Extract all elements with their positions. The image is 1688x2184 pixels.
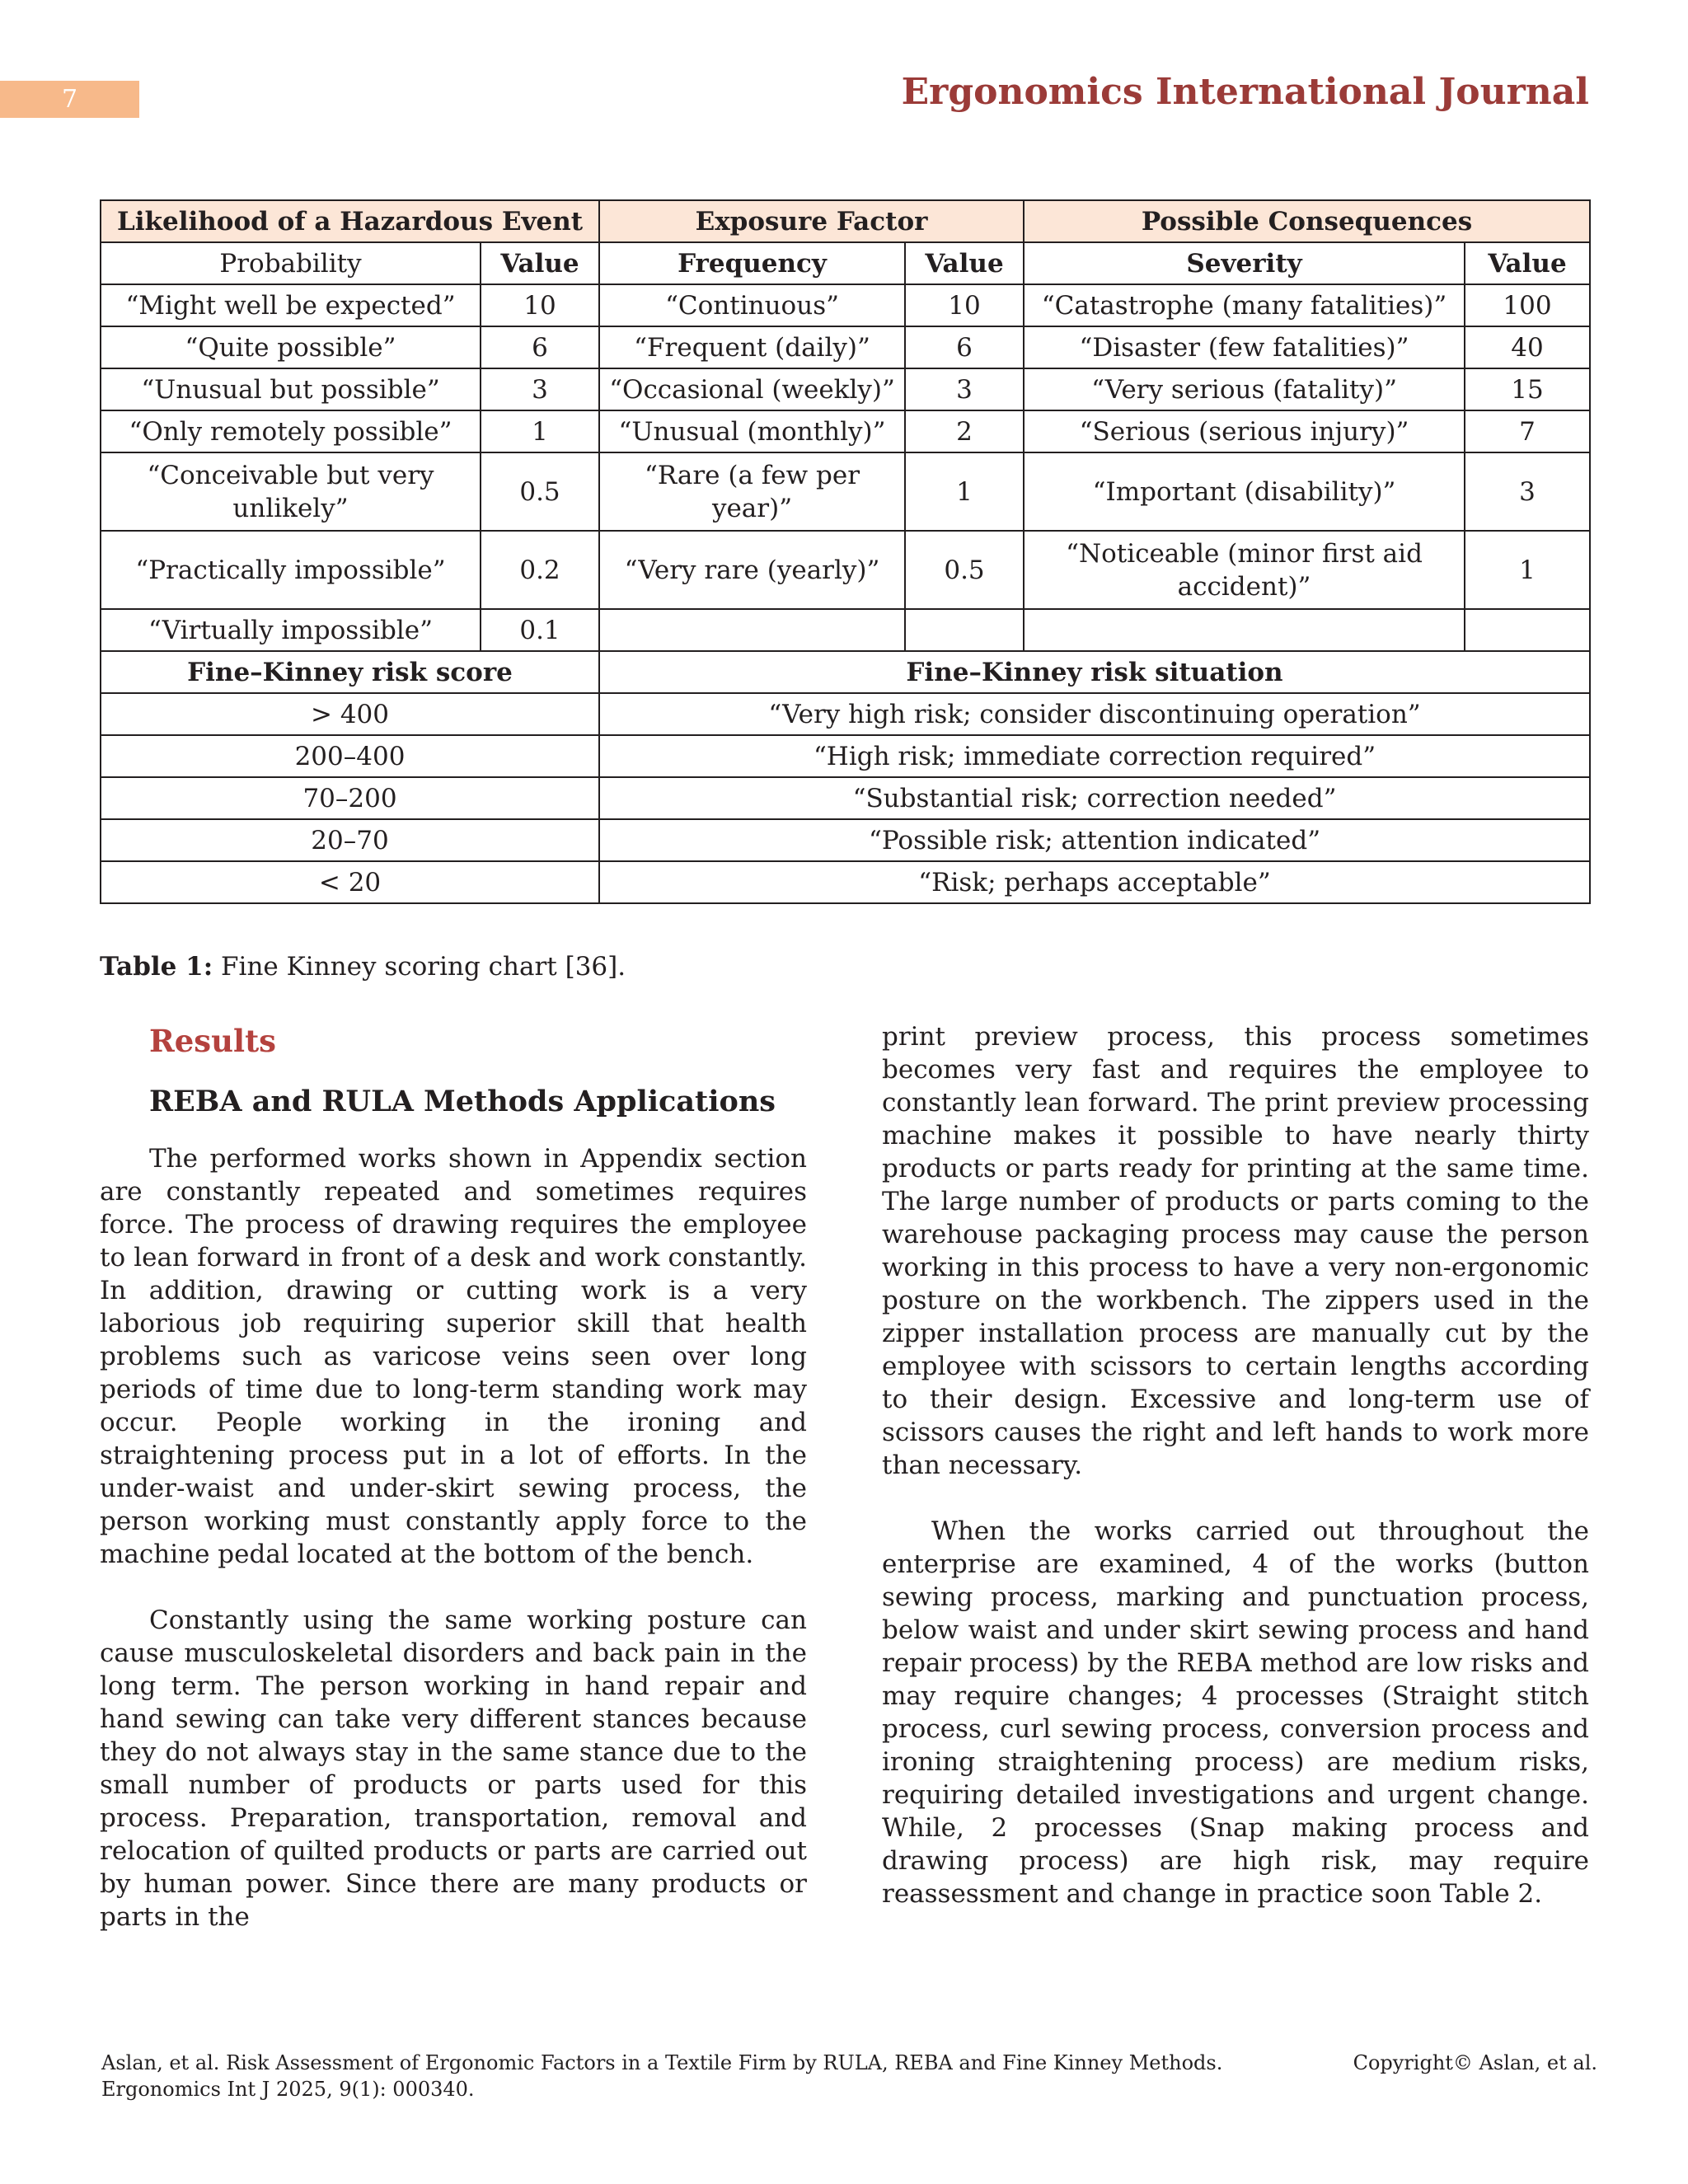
citation-line: Ergonomics Int J 2025, 9(1): 000340. [101, 2078, 475, 2101]
table-row [101, 609, 1590, 651]
score-row [101, 861, 1590, 903]
table-cell: 3 [1465, 452, 1590, 531]
fine-kinney-table [100, 199, 1591, 904]
table-cell: 1 [1465, 531, 1590, 609]
score-row [101, 819, 1590, 861]
table-cell: 6 [905, 326, 1024, 368]
paragraph: When the works carried out throughout the enterprise are examined, 4 of the works (button sewing process, marking and punctuation process, below waist and under skirt sewing process and hand repair process) by the REBA method are low risks and may require changes; 4 processes (Straight stitch process, curl sewing process, conversion process and ironing straightening process) are medium risks, requiring detailed investigations and urgent change. While, 2 processes (Snap making process and drawing process) are high risk, may require reassessment and change in practice soon Table 2. [882, 1516, 1589, 1909]
table-cell: “Occasional (weekly)” [599, 368, 905, 410]
table-cell: “Disaster (few fatalities)” [1024, 326, 1465, 368]
page-number: 7 [0, 81, 139, 118]
table-subheader-row [101, 242, 1590, 284]
footer-citation [101, 2050, 1222, 2102]
footer-copyright: Copyright© Aslan, et al. [1353, 2051, 1597, 2074]
table-row [101, 326, 1590, 368]
table-cell: “Important (disability)” [1024, 452, 1465, 531]
journal-title: Ergonomics International Journal [901, 71, 1589, 113]
score-row [101, 777, 1590, 819]
table-cell [905, 609, 1024, 651]
score-header: Fine–Kinney risk score [101, 651, 599, 693]
table-cell: 10 [481, 284, 599, 326]
table-cell: “Quite possible” [101, 326, 481, 368]
table-cell: 40 [1465, 326, 1590, 368]
table-cell: “Virtually impossible” [101, 609, 481, 651]
table-cell: 7 [1465, 410, 1590, 452]
table-cell: 3 [905, 368, 1024, 410]
table-cell: “Rare (a few per year)” [599, 452, 905, 531]
situation-header: Fine–Kinney risk situation [599, 651, 1590, 693]
table-row [101, 410, 1590, 452]
table-cell: “Conceivable but very unlikely” [101, 452, 481, 531]
score-cell: < 20 [101, 861, 599, 903]
table-cell: “Practically impossible” [101, 531, 481, 609]
table-cell: “Catastrophe (many fatalities)” [1024, 284, 1465, 326]
right-column [882, 1020, 1589, 1910]
table-cell: 0.2 [481, 531, 599, 609]
table-cell: 2 [905, 410, 1024, 452]
situation-cell: “Risk; perhaps acceptable” [599, 861, 1590, 903]
table-cell: “Continuous” [599, 284, 905, 326]
caption-text: Fine Kinney scoring chart [36]. [213, 952, 626, 982]
table-cell: “Frequent (daily)” [599, 326, 905, 368]
table-row [101, 368, 1590, 410]
subheader-value: Value [1465, 242, 1590, 284]
situation-cell: “Substantial risk; correction needed” [599, 777, 1590, 819]
subheader-probability: Probability [101, 242, 481, 284]
left-column [100, 1020, 807, 1933]
table-cell: “Serious (serious injury)” [1024, 410, 1465, 452]
table-cell: “Noticeable (minor first aid accident)” [1024, 531, 1465, 609]
subheader-severity: Severity [1024, 242, 1465, 284]
table-cell [1024, 609, 1465, 651]
situation-cell: “High risk; immediate correction required” [599, 735, 1590, 777]
table-cell: 1 [905, 452, 1024, 531]
situation-cell: “Very high risk; consider discontinuing operation” [599, 693, 1590, 735]
paragraph: The performed works shown in Appendix section are constantly repeated and sometimes requires force. The process of drawing requires the employee to lean forward in front of a desk and work constantly. In addition, drawing or cutting work is a very laborious job requiring superior skill that health problems such as varicose veins seen over long periods of time due to long-term standing work may occur. People working in the ironing and straightening process put in a lot of efforts. In the under-waist and under-skirt sewing process, the person working must constantly apply force to the machine pedal located at the bottom of the bench. [100, 1144, 807, 1569]
paragraph: print preview process, this process sometimes becomes very fast and requires the employee to constantly lean forward. The print preview processing machine makes it possible to have nearly thirty products or parts ready for printing at the same time. The large number of products or parts coming to the warehouse packaging process may cause the person working in this process to have a very non-ergonomic posture on the workbench. The zippers used in the zipper installation process are manually cut by the employee with scissors to certain lengths according to their design. Excessive and long-term use of scissors causes the right and left hands to work more than necessary. [882, 1022, 1589, 1480]
caption-label: Table 1: [100, 952, 213, 982]
group-header-likelihood: Likelihood of a Hazardous Event [101, 200, 599, 242]
score-row [101, 735, 1590, 777]
score-header-row [101, 651, 1590, 693]
score-row [101, 693, 1590, 735]
table-cell: 6 [481, 326, 599, 368]
table-cell: “Very rare (yearly)” [599, 531, 905, 609]
table-cell: “Unusual (monthly)” [599, 410, 905, 452]
section-subheading: REBA and RULA Methods Applications [149, 1085, 776, 1118]
table-group-header-row [101, 200, 1590, 242]
table-cell [1465, 609, 1590, 651]
paragraph: Constantly using the same working posture can cause musculoskeletal disorders and back pain in the long term. The person working in hand repair and hand sewing can take very different stances because they do not always stay in the same stance due to the small number of products or parts used for this process. Preparation, transportation, removal and relocation of quilted products or parts are carried out by human power. Since there are many products or parts in the [100, 1605, 807, 1932]
table-cell: 1 [481, 410, 599, 452]
table-row [101, 531, 1590, 609]
situation-cell: “Possible risk; attention indicated” [599, 819, 1590, 861]
subheader-value: Value [905, 242, 1024, 284]
score-cell: 70–200 [101, 777, 599, 819]
score-cell: 20–70 [101, 819, 599, 861]
table-caption [100, 952, 626, 982]
table-row [101, 452, 1590, 531]
group-header-exposure: Exposure Factor [599, 200, 1024, 242]
table-cell: 3 [481, 368, 599, 410]
table-cell [599, 609, 905, 651]
citation-line: Aslan, et al. Risk Assessment of Ergonomic Factors in a Textile Firm by RULA, REBA and Fine Kinney Methods. [101, 2051, 1223, 2074]
table-cell: 0.1 [481, 609, 599, 651]
table-cell: 0.5 [905, 531, 1024, 609]
score-cell: 200–400 [101, 735, 599, 777]
table-cell: 10 [905, 284, 1024, 326]
table-cell: 100 [1465, 284, 1590, 326]
table-cell: “Might well be expected” [101, 284, 481, 326]
table-cell: 0.5 [481, 452, 599, 531]
group-header-consequences: Possible Consequences [1024, 200, 1590, 242]
table-cell: “Only remotely possible” [101, 410, 481, 452]
table-cell: 15 [1465, 368, 1590, 410]
score-cell: > 400 [101, 693, 599, 735]
subheader-value: Value [481, 242, 599, 284]
results-heading: Results [149, 1023, 276, 1059]
table-cell: “Unusual but possible” [101, 368, 481, 410]
table-cell: “Very serious (fatality)” [1024, 368, 1465, 410]
subheader-frequency: Frequency [599, 242, 905, 284]
table-row [101, 284, 1590, 326]
